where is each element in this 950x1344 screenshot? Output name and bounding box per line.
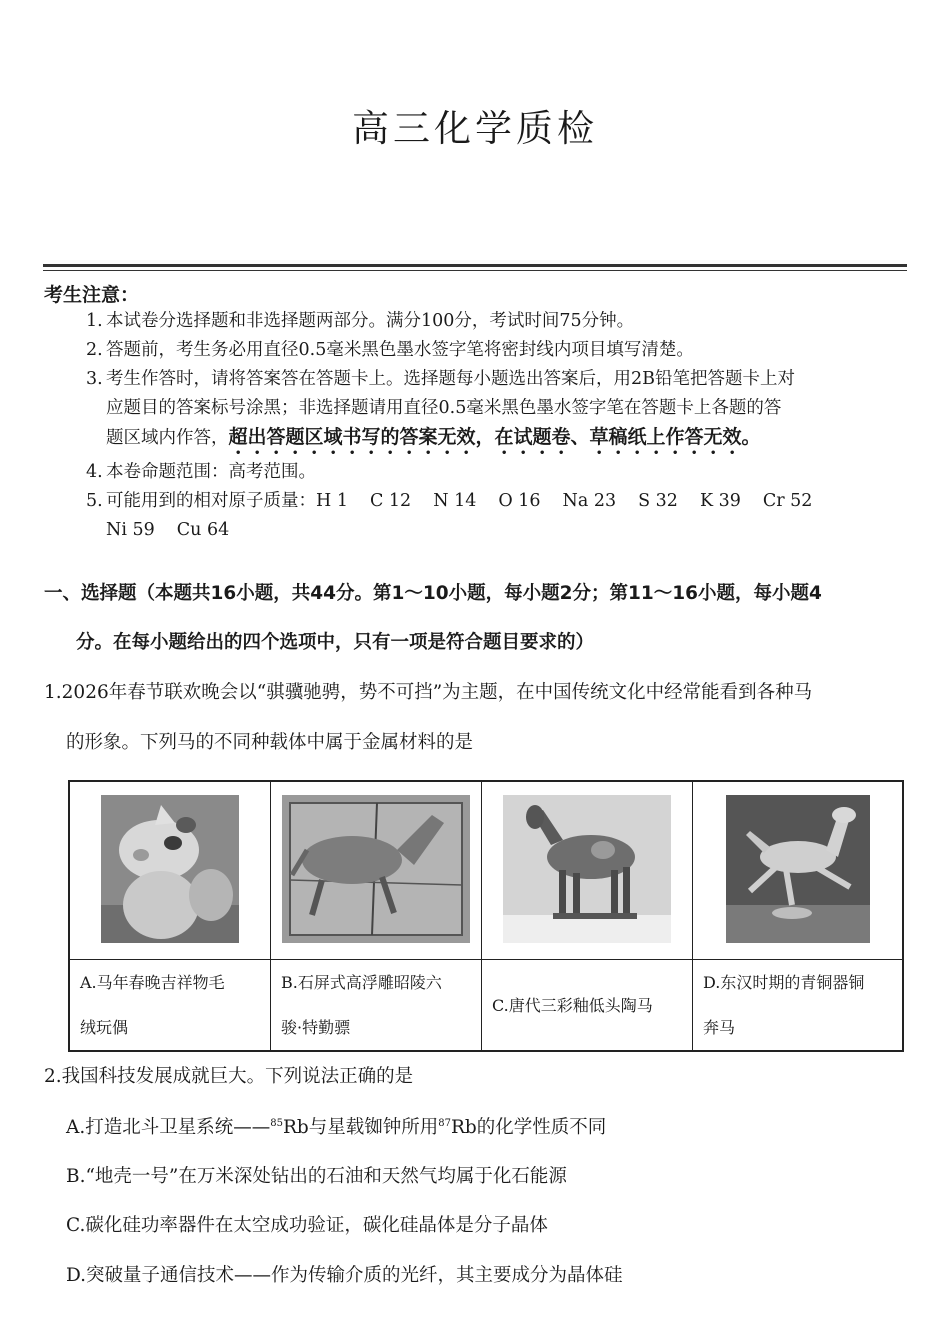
question-2-option-d: D.突破量子通信技术——作为传输介质的光纤，其主要成分为晶体硅 bbox=[66, 1265, 623, 1286]
option-a-caption: A.马年春晚吉祥物毛 绒玩偶 bbox=[69, 960, 271, 1052]
header-rule-thick bbox=[43, 264, 907, 267]
section-heading-line1: 一、选择题（本题共16小题，共44分。第1～10小题，每小题2分；第11～16小题，每小题4 bbox=[44, 583, 822, 604]
question-1-stem-line2: 的形象。下列马的不同种载体中属于金属材料的是 bbox=[66, 732, 474, 753]
question-2-stem: 2.我国科技发展成就巨大。下列说法正确的是 bbox=[44, 1066, 414, 1087]
bronze-galloping-horse-image bbox=[726, 795, 870, 943]
option-a-image-cell bbox=[69, 781, 271, 960]
horse-options-table bbox=[68, 780, 904, 1052]
plush-horse-image bbox=[101, 795, 239, 943]
header-rule-thin bbox=[43, 270, 907, 271]
notice-item-4: 4. 本卷命题范围：高考范围。 bbox=[86, 462, 316, 482]
question-2-option-c: C.碳化硅功率器件在太空成功验证，碳化硅晶体是分子晶体 bbox=[66, 1215, 548, 1236]
option-b-image-cell bbox=[271, 781, 482, 960]
question-2-option-a: A.打造北斗卫星系统——$^{85}$Rb与星载铷钟所用$^{87}$Rb的化学性质不同 bbox=[66, 1117, 607, 1138]
question-1-stem-line1: 1.2026年春节联欢晚会以“骐骥驰骋，势不可挡”为主题，在中国传统文化中经常能看到各种马 bbox=[44, 682, 813, 703]
option-d-caption: D.东汉时期的青铜器铜 奔马 bbox=[693, 960, 904, 1052]
notice-item-1: 1. 本试卷分选择题和非选择题两部分。满分100分，考试时间75分钟。 bbox=[86, 311, 635, 331]
option-b-caption: B.石屏式高浮雕昭陵六 骏·特勤骠 bbox=[271, 960, 482, 1052]
stone-relief-horse-image bbox=[282, 795, 470, 943]
section-heading-line2: 分。在每小题给出的四个选项中，只有一项是符合题目要求的） bbox=[76, 632, 595, 653]
option-d-image-cell bbox=[693, 781, 904, 960]
notice-emphasis: 超出答题区域书写的答案无效，在试题卷、草稿纸上作答无效。 bbox=[228, 426, 761, 448]
option-c-image-cell bbox=[482, 781, 693, 960]
question-2-option-b: B.“地壳一号”在万米深处钻出的石油和天然气均属于化石能源 bbox=[66, 1166, 567, 1187]
page-title: 高三化学质检 bbox=[352, 107, 598, 150]
option-c-caption: C.唐代三彩釉低头陶马 bbox=[482, 960, 693, 1052]
notice-item-5: 5. 可能用到的相对原子质量：H 1 C 12 N 14 O 16 Na 23 S 32 K 39 Cr 52 Ni 59 Cu 64 bbox=[86, 491, 813, 540]
tang-sancai-horse-image bbox=[503, 795, 671, 943]
notice-item-2: 2. 答题前，考生务必用直径0.5毫米黑色墨水签字笔将密封线内项目填写清楚。 bbox=[86, 340, 694, 360]
notice-item-3: 3. 考生作答时，请将答案答在答题卡上。选择题每小题选出答案后，用2B铅笔把答题卡上对 应题目的答案标号涂黑；非选择题请用直径0.5毫米黑色墨水签字笔在答题卡上各题的答 题区域内作答，超出答题区域书写的答案无效，在试题卷、草稿纸上作答无效。 bbox=[86, 369, 795, 448]
notice-heading: 考生注意： bbox=[44, 284, 140, 306]
